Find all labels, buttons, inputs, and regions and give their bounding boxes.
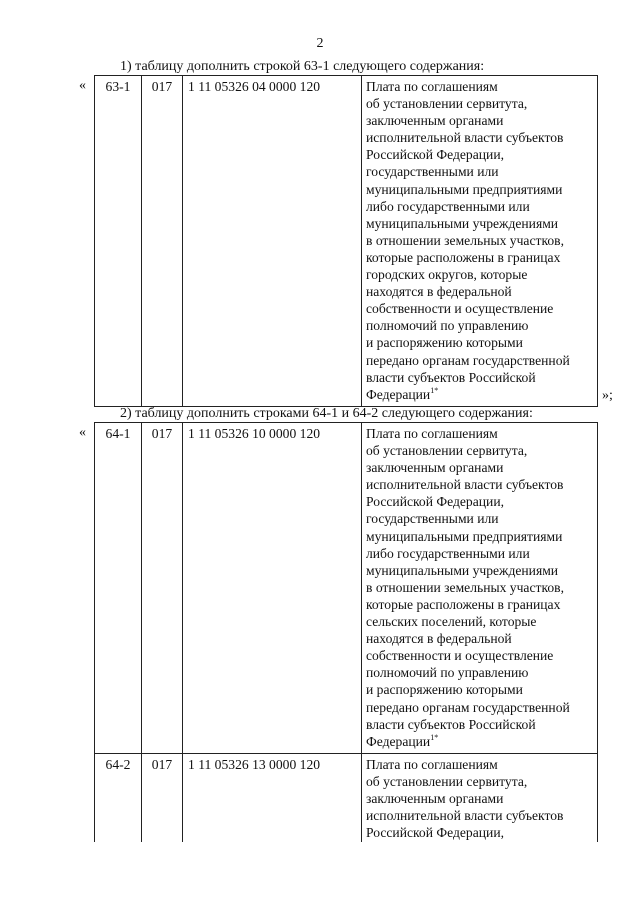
description-text: Плата по соглашениям — [366, 79, 498, 94]
opening-quote-2: « — [79, 425, 86, 440]
description-line — [366, 112, 597, 129]
description-line — [366, 562, 597, 579]
description-text: и распоряжению которыми — [366, 682, 523, 698]
budget-classification-code: 1 11 05326 13 0000 120 — [183, 753, 362, 842]
footnote-marker: 1* — [430, 385, 439, 395]
table-section-1 — [94, 75, 598, 407]
description-text: передано органам государственной — [366, 352, 570, 368]
description-text: либо государственными или — [366, 545, 530, 561]
section-1-intro: 1) таблицу дополнить строкой 63-1 следующего содержания: — [120, 59, 485, 74]
description-text: и распоряжению которыми — [366, 335, 523, 351]
description-text: собственности и осуществление — [366, 648, 554, 664]
description-line — [366, 369, 597, 386]
description-text: передано органам государственной — [366, 699, 570, 715]
admin-code: 017 — [142, 753, 183, 842]
revenue-description — [362, 423, 598, 754]
description-text: заключенным органами — [366, 113, 504, 129]
description-text: исполнительной власти субъектов — [366, 808, 564, 824]
description-text: собственности и осуществление — [366, 301, 554, 317]
description-line — [366, 215, 597, 232]
description-text: об установлении сервитута, — [366, 443, 528, 459]
description-text: исполнительной власти субъектов — [366, 477, 564, 493]
description-text: об установлении сервитута, — [366, 96, 528, 112]
description-text: исполнительной власти субъектов — [366, 130, 564, 146]
description-line — [366, 807, 597, 824]
description-text: Федерации — [366, 733, 431, 749]
revenue-description — [362, 76, 598, 407]
description-line — [366, 493, 597, 510]
description-text: Плата по соглашениям — [366, 426, 498, 441]
description-line — [366, 476, 597, 493]
description-line — [366, 198, 597, 215]
description-line — [366, 266, 597, 283]
description-text: в отношении земельных участков, — [366, 579, 564, 595]
table-section-2 — [94, 422, 598, 842]
description-text: находятся в федеральной — [366, 631, 512, 647]
description-line — [366, 300, 597, 317]
section-2-intro: 2) таблицу дополнить строками 64-1 и 64-2 следующего содержания: — [120, 406, 533, 421]
page-number: 2 — [316, 36, 324, 51]
description-text: заключенным органами — [366, 460, 504, 476]
table-row — [95, 423, 598, 754]
description-line — [366, 425, 597, 442]
description-text: Российской Федерации, — [366, 494, 504, 510]
description-text: об установлении сервитута, — [366, 773, 528, 789]
description-text: муниципальными учреждениями — [366, 562, 559, 578]
admin-code: 017 — [142, 76, 183, 407]
description-line — [366, 596, 597, 613]
description-line — [366, 579, 597, 596]
description-line — [366, 352, 597, 369]
description-text: муниципальными предприятиями — [366, 181, 563, 197]
description-line — [366, 790, 597, 807]
description-text: находятся в федеральной — [366, 284, 512, 300]
description-text: Российской Федерации, — [366, 825, 504, 841]
description-text: полномочий по управлению — [366, 665, 529, 681]
description-line — [366, 459, 597, 476]
description-line — [366, 129, 597, 146]
description-text: муниципальными предприятиями — [366, 528, 563, 544]
description-line — [366, 681, 597, 698]
row-number: 64-1 — [95, 423, 142, 754]
description-line — [366, 317, 597, 334]
description-line — [366, 334, 597, 351]
description-line — [366, 613, 597, 630]
description-line — [366, 773, 597, 790]
description-text: городских округов, которые — [366, 267, 528, 283]
description-line — [366, 647, 597, 664]
table-row — [95, 753, 598, 842]
description-text: либо государственными или — [366, 198, 530, 214]
row-number: 64-2 — [95, 753, 142, 842]
description-line — [366, 442, 597, 459]
description-line — [366, 756, 597, 773]
description-text: Федерации — [366, 386, 431, 402]
description-text: в отношении земельных участков, — [366, 232, 564, 248]
description-line — [366, 95, 597, 112]
description-line — [366, 181, 597, 198]
description-line — [366, 232, 597, 249]
description-text: Плата по соглашениям — [366, 756, 498, 772]
opening-quote-1: « — [79, 78, 86, 93]
description-line — [366, 733, 597, 752]
description-text: власти субъектов Российской — [366, 369, 536, 385]
description-line — [366, 146, 597, 163]
closing-quote-1: »; — [602, 388, 613, 403]
description-line — [366, 510, 597, 527]
row-number: 63-1 — [95, 76, 142, 407]
description-line — [366, 283, 597, 300]
description-line — [366, 528, 597, 545]
description-line — [366, 78, 597, 95]
description-text: которые расположены в границах — [366, 249, 561, 265]
description-text: власти субъектов Российской — [366, 716, 536, 732]
description-text: сельских поселений, которые — [366, 614, 537, 630]
table-row — [95, 76, 598, 407]
description-text: которые расположены в границах — [366, 596, 561, 612]
table-section-2-wrapper — [94, 422, 600, 842]
description-line — [366, 716, 597, 733]
description-line — [366, 630, 597, 647]
description-text: муниципальными учреждениями — [366, 215, 559, 231]
description-line — [366, 249, 597, 266]
admin-code: 017 — [142, 423, 183, 754]
description-text: государственными или — [366, 164, 499, 180]
description-text: полномочий по управлению — [366, 318, 529, 334]
description-line — [366, 163, 597, 180]
budget-classification-code: 1 11 05326 04 0000 120 — [183, 76, 362, 407]
description-line — [366, 545, 597, 562]
budget-classification-code: 1 11 05326 10 0000 120 — [183, 423, 362, 754]
description-text: заключенным органами — [366, 790, 504, 806]
revenue-description — [362, 753, 598, 842]
description-line — [366, 824, 597, 841]
description-text: Российской Федерации, — [366, 147, 504, 163]
footnote-marker: 1* — [430, 732, 439, 742]
description-line — [366, 386, 597, 405]
description-line — [366, 664, 597, 681]
description-text: государственными или — [366, 511, 499, 527]
description-line — [366, 699, 597, 716]
